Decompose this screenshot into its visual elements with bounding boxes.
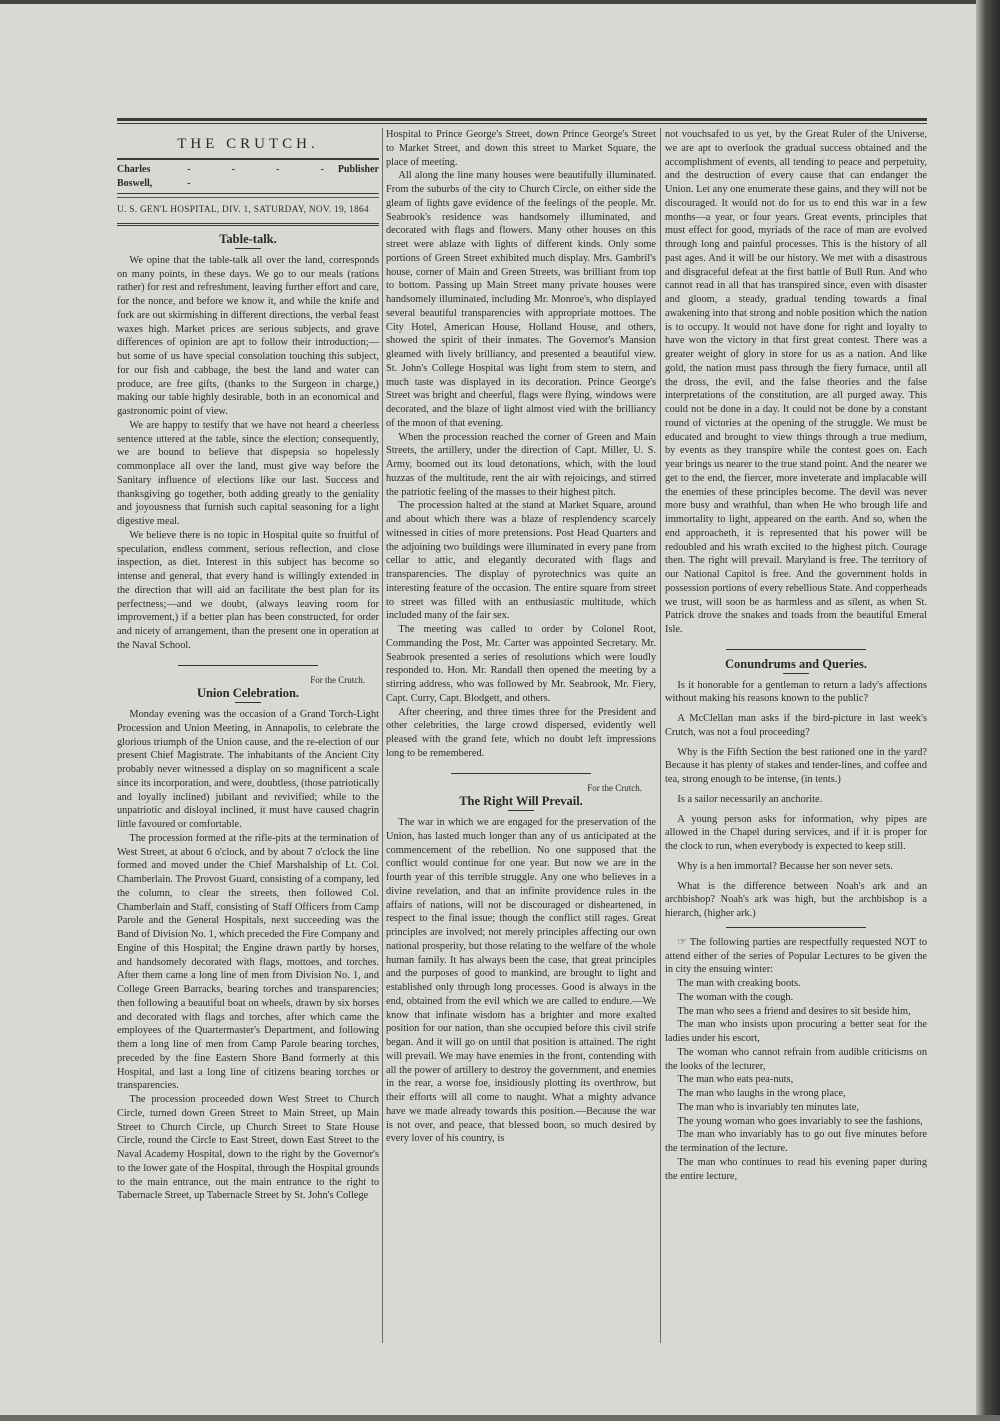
pointing-hand-icon: ☞	[677, 936, 687, 948]
paragraph: We are happy to testify that we have not heard a cheerless sentence uttered at the table, since the election; consequently, we are bound to believe that dispepsia so hopelessly commonplace all over the land, must give way before the Sanitary influence of elections like our last. Success and thanksgiving go together, both adding greatly to the geniality and joyousness that furnish such capital seasoning for a light digestive meal.	[117, 419, 379, 527]
paragraph-continued: not vouchsafed to us yet, by the Great Ruler of the Universe, we are apt to overlook the gradual success obtained and the accomplishment of events, all tending to peace and perpetuity, and the destruction of every cause that can endanger the Union. Let any one enumerate these gains, and they will not be discouraged. It would not do for us to end this war in a few months—a year, or four years. Great events, principles that must effect for good, myriads of the race of man are evolved through long and painful processes. This is the history of all past ages. And it will be our history. We met with a disastrous and disgraceful defeat at the first battle of Bull Run. And who cannot read in all that has transpired since, even with disaster and gloom, a steady, gradual tending towards a final awakening into that strong and noble position which the nation is to occupy. It would not have done for right and loyalty to have won the victory in that first great contest. There was a greater weight of glory in store for us as a nation. And like gold, the nation must pass through the fiery furnace, until all the dross, the evil, and the false theories and the false interpretations of the constitution, are all purged away. This could not be done in a day. It could not be done by a constant round of victories at the opening of the struggle. We must be educated and brought to view things through a true medium, by events as they transpire while the contest goes on. Each year brings us nearer to the true stand point. And the nearer we get to the end, the fiercer, more inveterate and implacable will the enemies of these principles become. The devil was never more busy and wrathful, than when He who brough life and immortality to light, appeared on the earth. And so, when the end approacheth, it is represented that his power will be redoubled and his wrath excited to the highest pitch. Courage then. The right will prevail. Maryland is free. The territory of our National Capitol is free. And the government holds in possession portions of every rebellious State. And copperheads we trust, will soon be as harmless and as silent, as when St. Patrick drove the snakes and toads from the beautiful Emeral Isle.	[665, 129, 927, 635]
column-divider	[382, 128, 383, 1343]
paragraph: The procession formed at the rifle-pits at the termination of West Street, at about 6 o'clock, and by about 7 o'clock the line formed and moved under the Chief Marshalship of Lt. Col. Chamberlain. The Provost Guard, consisting of a company, led the column, to clear the streets, then followed Col. Chamberlain and Staff, consisting of Staff Officers from Camp Parole and the General Hospitals, next succeeding was the Band of Division No. 1, which preceded the Fire Company and Engine of this Hospital; the Engine drawn partly by horses, and handsomely decorated with flags, mottoes, and torches. After them came a long line of men from Division No. 1, and College Green Barracks, bearing torches and transparencies; then following a beautiful boat on wheels, drawn by six horses and decorated with flags and torches, after which came the employees of the Quartermaster's Department, and following them a long line of men from Camp Parole bearing torches, preceded by the fine Eastern Shore Band formerly at this Hospital, and last a long line of citizens bearing torches or transparencies.	[117, 832, 379, 1092]
paragraph: After cheering, and three times three for the President and other celebrities, the large crowd dispersed, evidently well pleased with the grand fete, which no doubt left impressions long to be remembered.	[386, 706, 656, 759]
article-heading-table-talk: Table-talk.	[219, 232, 277, 246]
dateline: U. S. GEN'L HOSPITAL, DIV. 1, SATURDAY, NOV. 19, 1864	[117, 197, 379, 226]
conundrum: Why is the Fifth Section the best rationed one in the yard? Because it has plenty of stakes and tender-lines, and coffee and tea, strong enough to be intense, (in tents.)	[665, 746, 927, 785]
publisher-dashes: - - - - -	[187, 163, 338, 189]
column-1	[117, 128, 379, 1203]
article-divider	[726, 649, 866, 650]
heading-rule	[235, 702, 261, 703]
paragraph: When the procession reached the corner of Green and Main Streets, the artillery, under the direction of Capt. Miller, U. S. Army, boomed out its loud detonations, which, with the loud huzzas of the multitude, rent the air with rejoicings, and stirred the patriotic feeling of the masses to their highest pitch.	[386, 431, 656, 498]
article-heading-union-celebration: Union Celebration.	[196, 686, 300, 701]
list-item: The man who continues to read his evening paper during the entire lecture,	[665, 1156, 927, 1182]
conundrum: Is a sailor necessarily an anchorite.	[677, 793, 823, 805]
paragraph-continued: Hospital to Prince George's Street, down Prince George's Street to Market Street, and down this street to Market Square, the place of meeting.	[386, 129, 656, 168]
paragraph: The procession proceeded down West Street to Church Circle, turned down Green Street to Main Street, up Main Street to Church Circle, up Church Street to State House Circle, round the Circle to East Street, down East Street to the Naval Academy Hospital, down to the right by the Governor's to the lower gate of the Hospital, through the Hospital grounds to the main entrance, out the main entrance to the right to Tabernacle Street, up Tabernacle Street by St. John's College	[117, 1094, 379, 1202]
page-bottom-edge	[0, 1415, 1000, 1421]
article-divider	[451, 773, 591, 774]
publisher-line	[117, 158, 379, 195]
paragraph: The war in which we are engaged for the preservation of the Union, has lasted much longer than any of us anticipated at the commencement of the rebellion. No one supposed that the conflict would continue for one year. But now we are in the fourth year of this terrible struggle. Any one who believes in a divine revelation, and that an infinite providence rules in the affairs of nations, will not be discouraged or disheartened, in respect to the final issue; though the conflict still rages. Great principles are involved; not merely principles affecting our own national prosperity, but those relating to the welfare of the whole human family. It has always been the case, that great principles and the purposes of good to mankind, are brought to light and established only through long processes. Good is always in the end, obtained from the evil which we are called to endure.—We know that infinate wisdom has a brighter and more exalted position for our nation, than she occupied before this civil strife began. And it will go on until that position is attained. The right will prevail. We may have enemies in the front, contending with all the power of artillery to destroy the government, and enemies in the rear, a worse foe, insidiously plotting its overthrow, but their efforts will all come to naught. What a mighty advance have we made already towards this position.—Because the war is not over, and peace, that blessed boon, so much desired by every lover of his country, is	[386, 817, 656, 1145]
list-item: The man who laughs in the wrong place,	[677, 1088, 846, 1099]
paragraph: Monday evening was the occasion of a Grand Torch-Light Procession and Union Meeting, in Annapolis, to celebrate the glorious triumph of the Union cause, and the re-election of our present Chief Magistrate. The inhabitants of the Ancient City probably never witnessed a display on so magnificent a scale since its incorporation, and were, doubtless, (those patriotically and loyally inclined) jubilant and revivified; while to the unpatriotic and disloyal inclined, it must have caused chagrin little favoured or comfortable.	[117, 709, 379, 830]
column-3	[665, 128, 927, 1183]
list-item: The woman who cannot refrain from audible criticisms on the looks of the lecturer,	[665, 1046, 927, 1072]
list-item: The man who eats pea-nuts,	[677, 1074, 794, 1086]
top-rule	[117, 118, 927, 121]
heading-rule	[783, 673, 809, 674]
paragraph: The meeting was called to order by Colonel Root, Commanding the Post, Mr. Carter was appointed Secretary. Mr. Seabrook presented a series of resolutions which were loudly responded to. Hon. Mr. Randall then opened the meeting by a stirring address, who was followed by Mr. Seabrook, Mr. Fiery, Capt. Curry, Capt. Blodgett, and others.	[386, 624, 656, 704]
list-item: The young woman who goes invariably to see the fashions,	[677, 1115, 923, 1127]
list-item: The man who is invariably ten minutes late,	[677, 1101, 859, 1113]
newspaper-title: THE CRUTCH.	[177, 136, 319, 152]
conundrum: What is the difference between Noah's ark and an archbishop? Noah's ark was high, but the archbishop is a hierarch, (higher ark.)	[665, 880, 927, 919]
paragraph: We believe there is no topic in Hospital quite so fruitful of speculation, endless comment, serious reflection, and close inspection, as diet. Interest in this subject has become so intense and general, that every hand is willingly extended in the direction that will aid an facilitate the best plan for its perfectness;—and we doubt, (always leaving room for improvement,) if a better plan has been constructed, for order and nicety of arrangement, than the present one in operation at the Naval School.	[117, 529, 379, 651]
article-heading-right-will-prevail: The Right Will Prevail.	[459, 794, 583, 809]
article-heading-conundrums: Conundrums and Queries.	[724, 656, 868, 671]
paragraph: All along the line many houses were beautifully illuminated. From the suburbs of the city to Church Circle, on either side the gleam of lights gave evidence of the feelings of the people. Mr. Seabrook's residence was handsomely illuminated, and decorated with flags and flowers. Many other houses on this street were ablaze with lights of different kinds. Only some portions of Green Street exhibited much display. Mrs. Gambril's house, corner of Main and Green Streets, was brilliant from top to bottom. Passing up Main Street many private houses were handsomely illuminated, including Mr. Monroe's, who displayed several beautiful transparencies with appropriate mottoes. The City Hotel, American House, Holland House, and others, showed the spirit of their inmates. The Governor's Mansion gleamed with lively brilliancy, and presented a beautiful view. St. John's College Hospital was light from stem to stern, and much taste was displayed in its decoration. Prince George's Street was bright and cheerful, flags were flying, windows were decorated, and the blaze of light almost vied with the brilliancy of the moon of that evening.	[386, 170, 656, 429]
list-item: The man who invariably has to go out five minutes before the termination of the lecture.	[665, 1129, 927, 1154]
column-divider	[660, 128, 661, 1343]
lectures-intro: The following parties are respectfully requested NOT to attend either of the series of Popular Lectures to be given the in city the ensuing winter:	[665, 936, 927, 976]
paragraph: The procession halted at the stand at Market Square, around and about which there was a blaze of resplendency scarcely witnessed in cities of more pretensions. Post Head Quarters and the adjoining two buildings were illuminated in every pane from cellar to attic, and elegantly decorated with flags and transparencies. The display of pyrotechnics was quite an interesting feature of the occasion. The entire square from street to street was filled with an enthusiastic multitude, which included many of the fair sex.	[386, 500, 656, 622]
list-item: The man who insists upon procuring a better seat for the ladies under his escort,	[665, 1019, 927, 1044]
paragraph: We opine that the table-talk all over the land, corresponds on many points, in these days. We go to our meals (rations rather) for rest and refreshment, leaving further effort and care, for the nonce, and before we know it, and while the knife and fork are out skirmishing in different directions, the verbal feast waxes high. Market prices are serious subjects, and grave differences of opinion are apt to follow their introduction;—but some of us have special consolation touching this subject, for our fish and cabbage, the best the land and water can produce, are free gifts, (thanks to the Surgeon in charge,) making our table highly desirable, both in an economical and gastronomic point of view.	[117, 254, 379, 417]
list-item: The woman with the cough.	[677, 991, 794, 1003]
page-top-edge	[0, 0, 1000, 4]
heading-rule	[235, 248, 261, 249]
conundrum: A young person asks for information, why pipes are allowed in the Chapel during services, and if it is proper for the clock to run, when everybody is expected to keep still.	[665, 813, 927, 852]
article-credit: For the Crutch.	[310, 674, 365, 685]
conundrum: Why is a hen immortal? Because her son never sets.	[677, 860, 893, 872]
page-binding-edge	[976, 0, 1000, 1421]
top-rule-thin	[117, 123, 927, 124]
list-item: The man with creaking boots.	[677, 978, 801, 989]
article-credit: For the Crutch.	[587, 782, 642, 793]
conundrum: Is it honorable for a gentleman to return a lady's affections without making his reasons known to the public?	[665, 679, 927, 705]
column-2	[386, 128, 656, 1146]
article-divider	[726, 927, 866, 928]
list-item: The man who sees a friend and desires to sit beside him,	[677, 1005, 911, 1017]
article-divider	[178, 665, 318, 666]
publisher-label: Publisher	[337, 163, 379, 175]
heading-rule	[508, 810, 534, 811]
publisher-name: Charles Boswell,	[117, 163, 153, 189]
conundrum: A McClellan man asks if the bird-picture in last week's Crutch, was not a foul proceeding?	[665, 713, 927, 738]
